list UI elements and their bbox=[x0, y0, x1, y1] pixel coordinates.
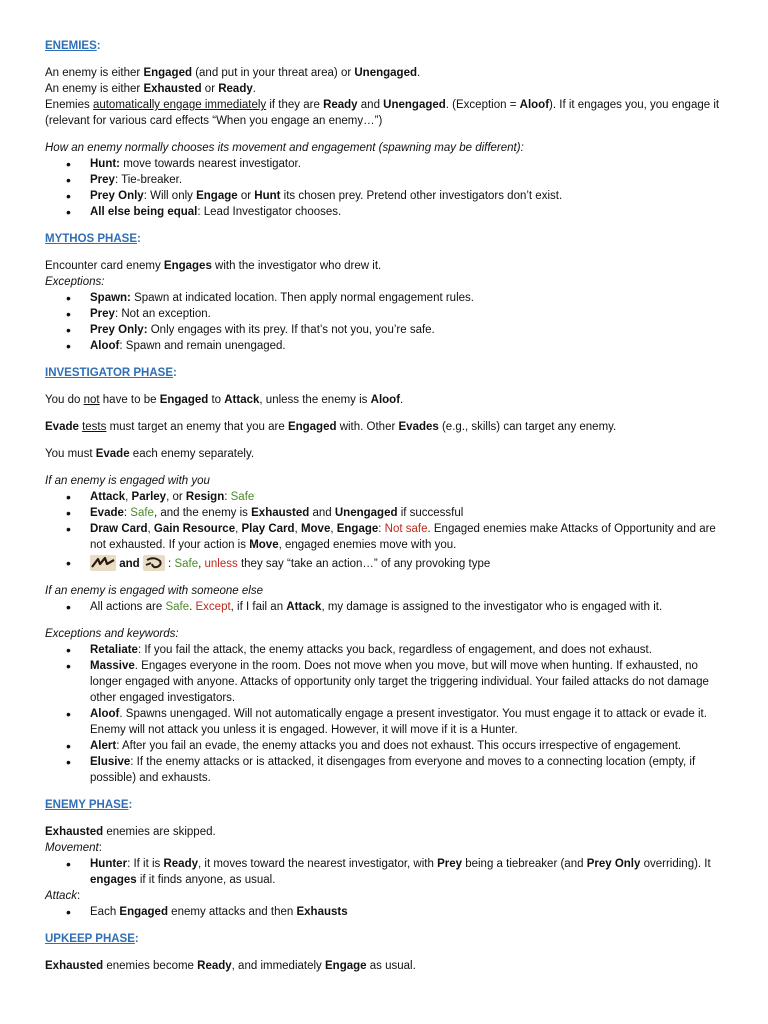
list-item: • Alert: After you fail an evade, the enemy attacks you and does not exhaust. This occurs irrespective of engagement. bbox=[90, 738, 725, 754]
list-item: • Evade: Safe, and the enemy is Exhausted and Unengaged if successful bbox=[90, 505, 725, 521]
fight-action-icon bbox=[90, 555, 116, 571]
movement-list bbox=[45, 156, 725, 220]
mythos-exceptions-label: Exceptions: bbox=[45, 276, 105, 288]
mythos-paragraph: Encounter card enemy Engages with the investigator who drew it. bbox=[45, 260, 382, 272]
list-item: • Massive. Engages everyone in the room. Does not move when you move, but will move when hunting. If exhausted, no longer engaged with anyone. Attacks of opportunity only target the triggering individual. Your failed attacks do not damage other engaged investigators. bbox=[90, 658, 725, 706]
list-item: • and : Safe, unless they say “take an action…” of any provoking type bbox=[90, 555, 725, 572]
list-item: • Retaliate: If you fail the attack, the enemy attacks you back, regardless of engagement, and does not exhaust. bbox=[90, 642, 725, 658]
evade-rule-paragraph: Evade tests must target an enemy that you are Engaged with. Other Evades (e.g., skills) can target any enemy. bbox=[45, 421, 617, 433]
evade-action-icon bbox=[143, 555, 165, 571]
attack-rule-paragraph: You do not have to be Engaged to Attack, unless the enemy is Aloof. bbox=[45, 394, 404, 406]
list-item: • All else being equal: Lead Investigator chooses. bbox=[90, 204, 725, 220]
mythos-exceptions-list bbox=[45, 290, 725, 354]
heading-upkeep-phase: UPKEEP PHASE: bbox=[45, 933, 139, 945]
engaged-with-you-label: If an enemy is engaged with you bbox=[45, 475, 210, 487]
list-item: • Hunter: If it is Ready, it moves toward the nearest investigator, with Prey being a tiebreaker (and Prey Only overriding). It engages if it finds anyone, as usual. bbox=[90, 856, 725, 888]
evade-separately-paragraph: You must Evade each enemy separately. bbox=[45, 448, 255, 460]
list-item: • Prey: Not an exception. bbox=[90, 306, 725, 322]
heading-enemy-phase: ENEMY PHASE: bbox=[45, 799, 133, 811]
list-item: • Prey: Tie-breaker. bbox=[90, 172, 725, 188]
engaged-with-you-list bbox=[45, 489, 725, 572]
upkeep-paragraph: Exhausted enemies become Ready, and immediately Engage as usual. bbox=[45, 960, 416, 972]
list-item: • All actions are Safe. Except, if I fail an Attack, my damage is assigned to the investigator who is engaged with it. bbox=[90, 599, 725, 615]
list-item: • Each Engaged enemy attacks and then Exhausts bbox=[90, 904, 725, 920]
list-item: • Hunt: move towards nearest investigator. bbox=[90, 156, 725, 172]
movement-intro: How an enemy normally chooses its movement and engagement (spawning may be different): bbox=[45, 142, 524, 154]
list-item: • Aloof. Spawns unengaged. Will not automatically engage a present investigator. You must engage it to attack or evade it. Enemy will not attack you unless it is engaged. However, it will move if it is a Hunter. bbox=[90, 706, 725, 738]
attack-label: Attack: bbox=[45, 890, 81, 902]
auto-engage-paragraph: Enemies automatically engage immediately if they are Ready and Unengaged. (Exception = Aloof). If it engages you, you engage it (relevant for various card effects “When you engage an enemy…”) bbox=[45, 99, 720, 127]
heading-mythos-phase: MYTHOS PHASE: bbox=[45, 233, 141, 245]
engaged-with-else-list bbox=[45, 599, 725, 615]
enemy-state-line: An enemy is either Engaged (and put in your threat area) or Unengaged. bbox=[45, 67, 421, 79]
attack-list bbox=[45, 904, 725, 920]
movement-label: Movement: bbox=[45, 842, 102, 854]
heading-enemies: ENEMIES: bbox=[45, 40, 101, 52]
list-item: • Attack, Parley, or Resign: Safe bbox=[90, 489, 725, 505]
exhausted-skipped-line: Exhausted enemies are skipped. bbox=[45, 826, 216, 838]
heading-investigator-phase: INVESTIGATOR PHASE: bbox=[45, 367, 177, 379]
engaged-with-else-label: If an enemy is engaged with someone else bbox=[45, 585, 263, 597]
hunter-list bbox=[45, 856, 725, 888]
list-item: • Aloof: Spawn and remain unengaged. bbox=[90, 338, 725, 354]
list-item: • Elusive: If the enemy attacks or is attacked, it disengages from everyone and moves to a connecting location (empty, if possible) and exhausts. bbox=[90, 754, 725, 786]
list-item: • Spawn: Spawn at indicated location. Then apply normal engagement rules. bbox=[90, 290, 725, 306]
list-item: • Draw Card, Gain Resource, Play Card, Move, Engage: Not safe. Engaged enemies make Attacks of Opportunity and are not exhausted. If your action is Move, engaged enemies move with you. bbox=[90, 521, 725, 553]
enemy-readiness-line: An enemy is either Exhausted or Ready. bbox=[45, 83, 256, 95]
list-item: • Prey Only: Will only Engage or Hunt its chosen prey. Pretend other investigators don’t exist. bbox=[90, 188, 725, 204]
list-item: • Prey Only: Only engages with its prey. If that’s not you, you’re safe. bbox=[90, 322, 725, 338]
keywords-label: Exceptions and keywords: bbox=[45, 628, 179, 640]
rules-document bbox=[45, 38, 725, 974]
keywords-list bbox=[45, 642, 725, 786]
